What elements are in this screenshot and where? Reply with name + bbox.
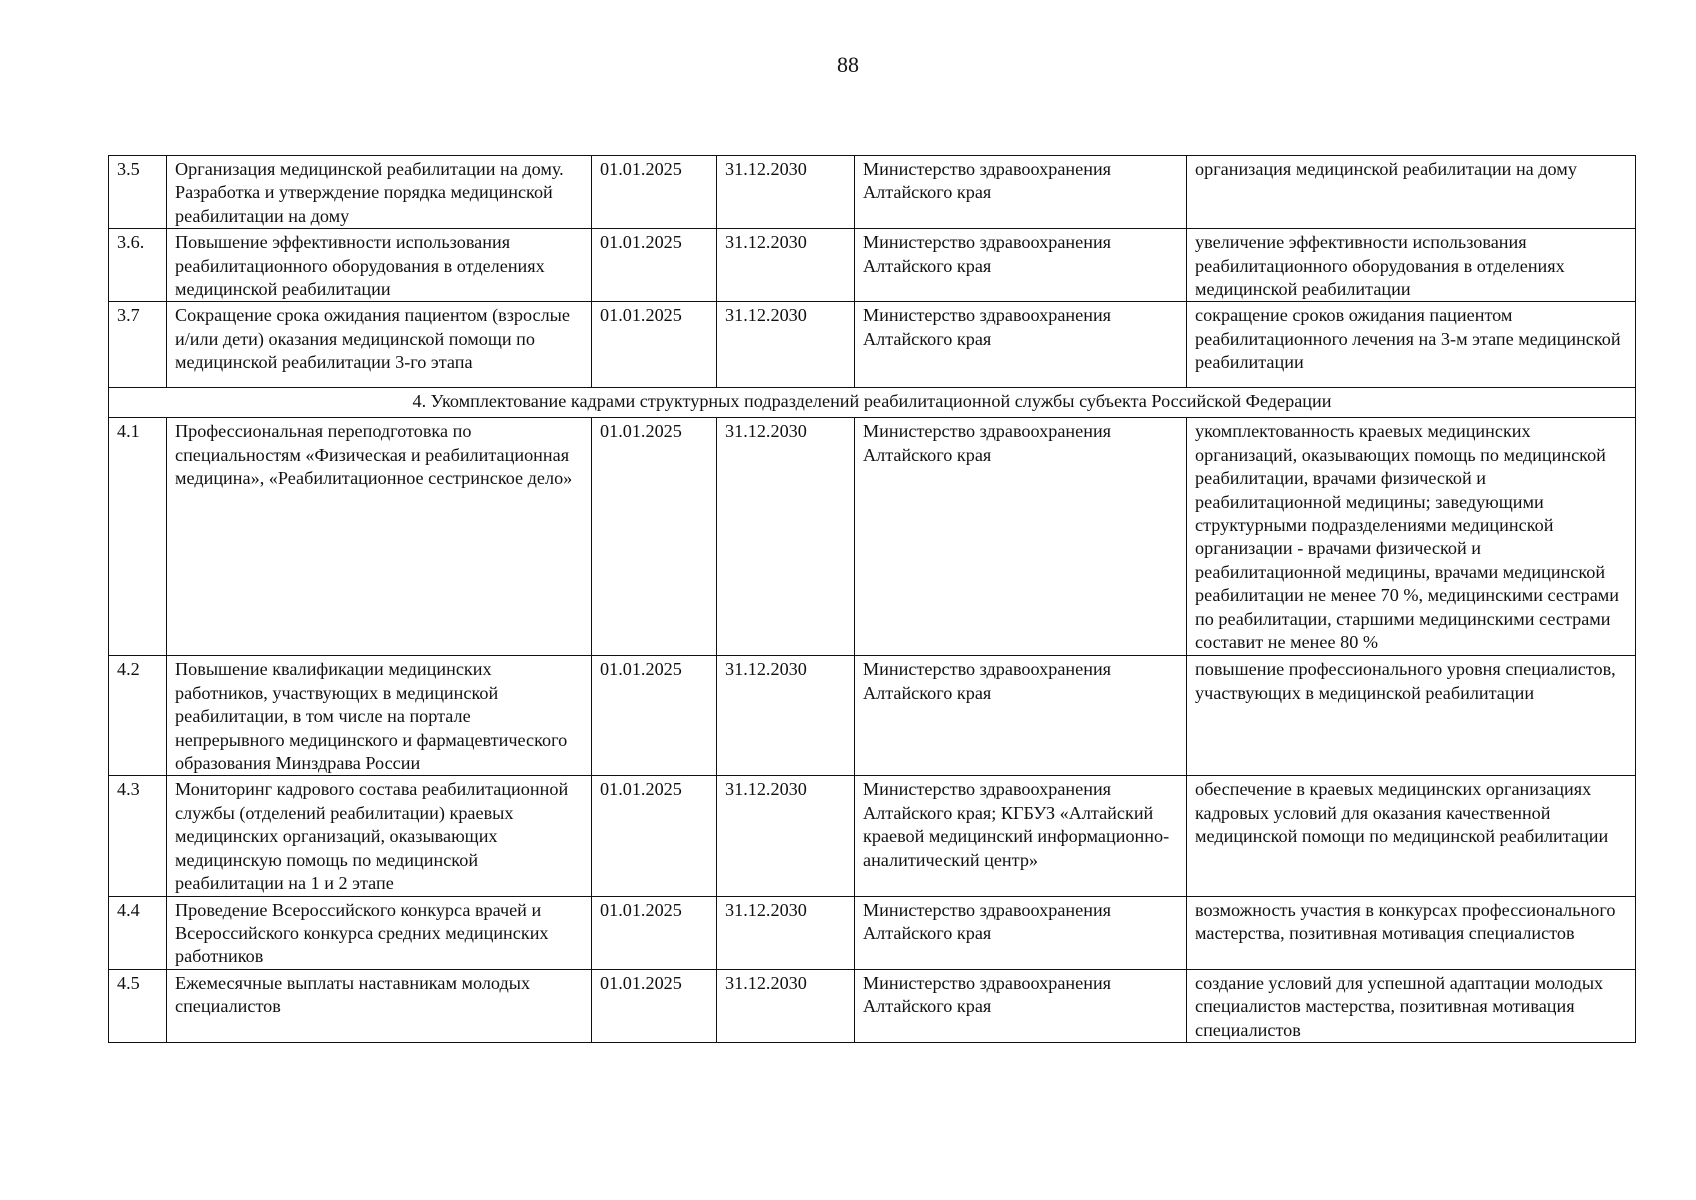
start-date-cell: 01.01.2025 <box>592 896 717 969</box>
table-row <box>109 969 1636 1042</box>
responsible-cell: Министерство здравоохранения Алтайского края <box>855 302 1187 388</box>
start-date-cell: 01.01.2025 <box>592 969 717 1042</box>
table-row <box>109 302 1636 388</box>
table-row <box>109 656 1636 776</box>
result-cell: возможность участия в конкурсах профессионального мастерства, позитивная мотивация специалистов <box>1187 896 1636 969</box>
activity-cell: Повышение эффективности использования реабилитационного оборудования в отделениях медицинской реабилитации <box>167 229 592 302</box>
result-cell: организация медицинской реабилитации на дому <box>1187 156 1636 229</box>
row-number: 4.3 <box>109 776 167 896</box>
row-number: 3.5 <box>109 156 167 229</box>
result-cell: повышение профессионального уровня специалистов, участвующих в медицинской реабилитации <box>1187 656 1636 776</box>
table-row <box>109 156 1636 229</box>
end-date-cell: 31.12.2030 <box>717 969 855 1042</box>
table-row <box>109 418 1636 656</box>
start-date-cell: 01.01.2025 <box>592 302 717 388</box>
page-number: 88 <box>837 52 859 77</box>
start-date-cell: 01.01.2025 <box>592 656 717 776</box>
end-date-cell: 31.12.2030 <box>717 656 855 776</box>
end-date-cell: 31.12.2030 <box>717 156 855 229</box>
activity-cell: Организация медицинской реабилитации на дому. Разработка и утверждение порядка медицинской реабилитации на дому <box>167 156 592 229</box>
result-cell: сокращение сроков ожидания пациентом реабилитационного лечения на 3-м этапе медицинской реабилитации <box>1187 302 1636 388</box>
end-date-cell: 31.12.2030 <box>717 776 855 896</box>
responsible-cell: Министерство здравоохранения Алтайского края <box>855 229 1187 302</box>
section-title: 4. Укомплектование кадрами структурных подразделений реабилитационной службы субъекта Российской Федерации <box>109 388 1636 418</box>
section-row <box>109 388 1636 418</box>
result-cell: укомплектованность краевых медицинских организаций, оказывающих помощь по медицинской реабилитации, врачами физической и реабилитационной медицины; заведующими структурными подразделениями медицинской организации - врачами физической и реабилитационной медицины, врачами медицинской реабилитации не менее 70 %, медицинскими сестрами по реабилитации, старшими медицинскими сестрами составит не менее 80 % <box>1187 418 1636 656</box>
result-cell: обеспечение в краевых медицинских организациях кадровых условий для оказания качественной медицинской помощи по медицинской реабилитации <box>1187 776 1636 896</box>
row-number: 4.1 <box>109 418 167 656</box>
responsible-cell: Министерство здравоохранения Алтайского края <box>855 896 1187 969</box>
result-cell: создание условий для успешной адаптации молодых специалистов мастерства, позитивная мотивация специалистов <box>1187 969 1636 1042</box>
table-body <box>109 156 1636 1043</box>
end-date-cell: 31.12.2030 <box>717 302 855 388</box>
responsible-cell: Министерство здравоохранения Алтайского края <box>855 969 1187 1042</box>
activity-cell: Сокращение срока ожидания пациентом (взрослые и/или дети) оказания медицинской помощи по медицинской реабилитации 3-го этапа <box>167 302 592 388</box>
table-row <box>109 229 1636 302</box>
row-number: 3.6. <box>109 229 167 302</box>
activities-table <box>108 155 1636 1043</box>
responsible-cell: Министерство здравоохранения Алтайского края; КГБУЗ «Алтайский краевой медицинский информационно-аналитический центр» <box>855 776 1187 896</box>
activity-cell: Повышение квалификации медицинских работников, участвующих в медицинской реабилитации, в том числе на портале непрерывного медицинского и фармацевтического образования Минздрава России <box>167 656 592 776</box>
start-date-cell: 01.01.2025 <box>592 776 717 896</box>
row-number: 4.2 <box>109 656 167 776</box>
responsible-cell: Министерство здравоохранения Алтайского края <box>855 156 1187 229</box>
activity-cell: Ежемесячные выплаты наставникам молодых специалистов <box>167 969 592 1042</box>
activity-cell: Мониторинг кадрового состава реабилитационной службы (отделений реабилитации) краевых медицинских организаций, оказывающих медицинскую помощь по медицинской реабилитации на 1 и 2 этапе <box>167 776 592 896</box>
end-date-cell: 31.12.2030 <box>717 229 855 302</box>
table-row <box>109 896 1636 969</box>
start-date-cell: 01.01.2025 <box>592 229 717 302</box>
row-number: 3.7 <box>109 302 167 388</box>
table-row <box>109 776 1636 896</box>
responsible-cell: Министерство здравоохранения Алтайского края <box>855 656 1187 776</box>
activity-cell: Проведение Всероссийского конкурса врачей и Всероссийского конкурса средних медицинских работников <box>167 896 592 969</box>
result-cell: увеличение эффективности использования реабилитационного оборудования в отделениях медицинской реабилитации <box>1187 229 1636 302</box>
row-number: 4.5 <box>109 969 167 1042</box>
row-number: 4.4 <box>109 896 167 969</box>
end-date-cell: 31.12.2030 <box>717 896 855 969</box>
start-date-cell: 01.01.2025 <box>592 418 717 656</box>
activity-cell: Профессиональная переподготовка по специальностям «Физическая и реабилитационная медицина», «Реабилитационное сестринское дело» <box>167 418 592 656</box>
end-date-cell: 31.12.2030 <box>717 418 855 656</box>
responsible-cell: Министерство здравоохранения Алтайского края <box>855 418 1187 656</box>
start-date-cell: 01.01.2025 <box>592 156 717 229</box>
